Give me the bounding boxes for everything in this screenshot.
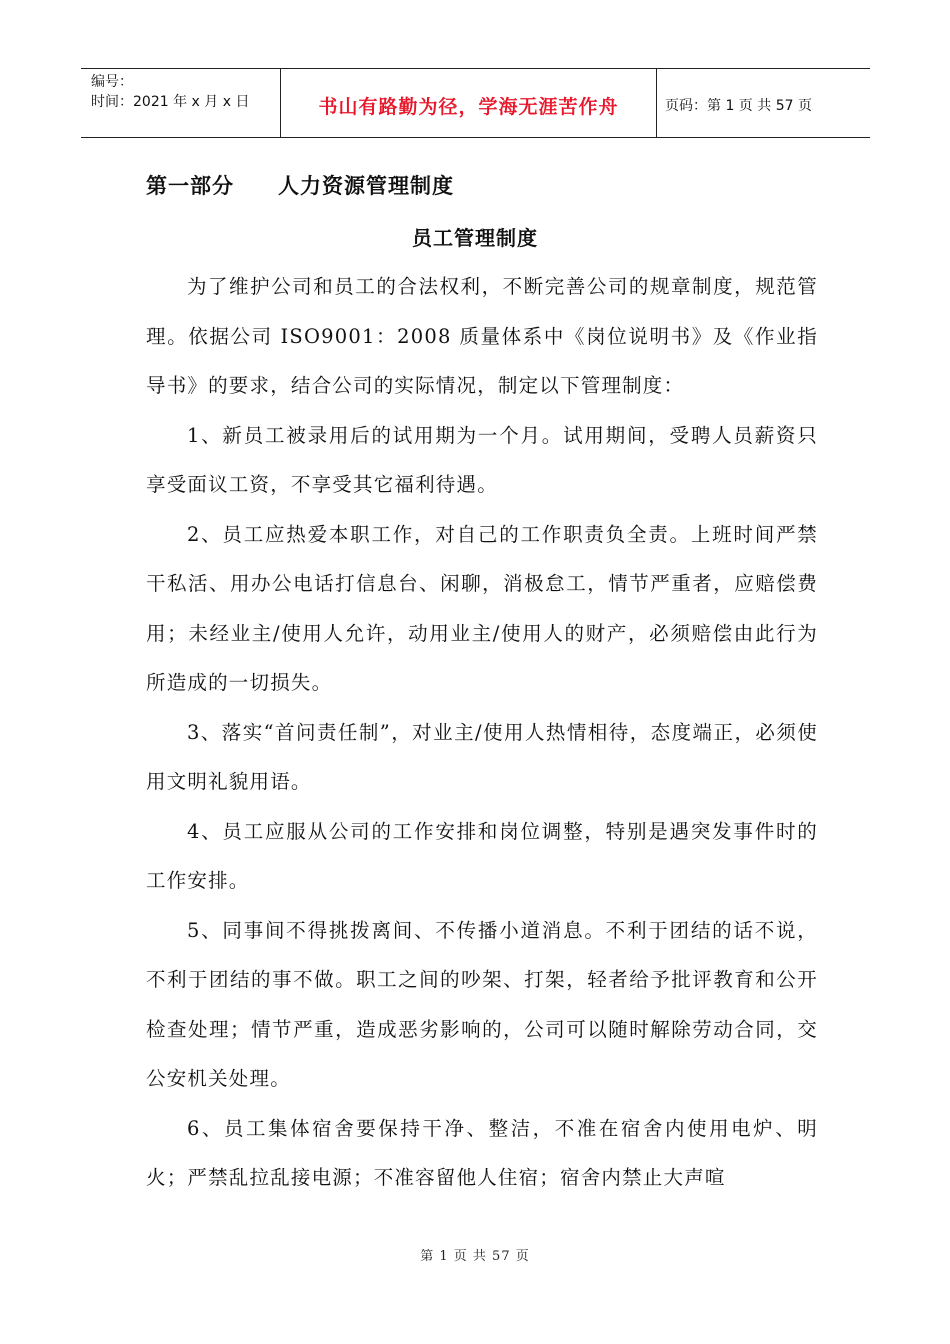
document-number-label: 编号：: [91, 74, 133, 90]
paragraph-item-6: 6、员工集体宿舍要保持干净、整洁，不准在宿舍内使用电炉、明火；严禁乱拉乱接电源；不准容留他人住宿；宿舍内禁止大声喧: [146, 1116, 818, 1189]
document-body: [146, 262, 818, 1203]
paragraph-item-5: 5、同事间不得挑拨离间、不传播小道消息。不利于团结的话不说，不利于团结的事不做。职工之间的吵架、打架，轻者给予批评教育和公开检查处理；情节严重，造成恶劣影响的，公司可以随时解除劳动合同，交公安机关处理。: [146, 918, 818, 1090]
part-title: 人力资源管理制度: [278, 174, 454, 198]
paragraph-item-2: 2、员工应热爱本职工作，对自己的工作职责负全责。上班时间严禁干私活、用办公电话打信息台、闲聊，消极怠工，情节严重者，应赔偿费用；未经业主/使用人允许，动用业主/使用人的财产，必须赔偿由此行为所造成的一切损失。: [146, 522, 818, 694]
paragraph-intro: 为了维护公司和员工的合法权利，不断完善公司的规章制度，规范管理。依据公司 ISO9001：2008 质量体系中《岗位说明书》及《作业指导书》的要求，结合公司的实际情况，制定以下管理制度：: [146, 275, 818, 397]
header-meta-cell: [81, 69, 281, 137]
header-page-info: 页码：第 1 页 共 57 页: [665, 98, 812, 114]
paragraph-item-3: 3、落实“首问责任制”，对业主/使用人热情相待，态度端正，必须使用文明礼貌用语。: [146, 720, 818, 793]
paragraph-item-1: 1、新员工被录用后的试用期为一个月。试用期间，受聘人员薪资只享受面议工资，不享受其它福利待遇。: [146, 423, 818, 496]
paragraph-item-4: 4、员工应服从公司的工作安排和岗位调整，特别是遇突发事件时的工作安排。: [146, 819, 818, 892]
document-header: [81, 68, 870, 138]
page-footer: 第 1 页 共 57 页: [420, 1249, 530, 1264]
part-label: 第一部分: [146, 174, 234, 198]
section-title: 员工管理制度: [412, 226, 538, 250]
header-motto: 书山有路勤为径，学海无涯苦作舟: [318, 95, 619, 118]
header-page-cell: [657, 69, 870, 137]
document-date: 时间：2021 年 x 月 x 日: [91, 94, 250, 110]
part-heading: [146, 170, 454, 200]
header-motto-cell: [281, 69, 657, 137]
